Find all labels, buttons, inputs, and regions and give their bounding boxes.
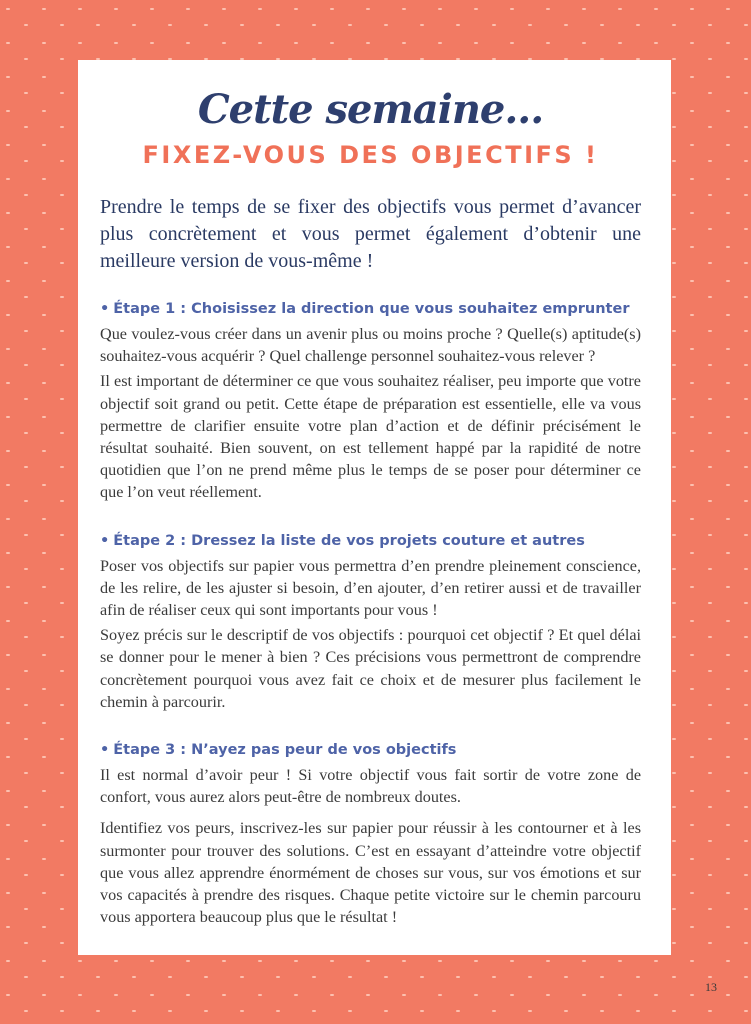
step-2-paragraph-2: Soyez précis sur le descriptif de vos objectifs : pourquoi cet objectif ? Et quel délai se donner pour le mener à bien ? Ces précisions vous permettront de comprendre concrètement pourquoi vous avez fait ce choix et de mesurer plus facilement le chemin à parcourir. [100, 626, 641, 711]
page-number: 13 [705, 980, 717, 994]
step-1-heading [100, 298, 641, 320]
step-2-heading-text: Étape 2 : Dressez la liste de vos projets couture et autres [113, 532, 585, 549]
content-card [78, 60, 671, 955]
main-title: FIXEZ-VOUS DES OBJECTIFS ! [142, 141, 599, 169]
bullet-icon: • [100, 532, 110, 549]
step-3-paragraph-1: Il est normal d’avoir peur ! Si votre objectif vous fait sortir de votre zone de confort, vous aurez alors peut-être de nombreux doutes. [100, 766, 641, 807]
step-3-heading [100, 739, 641, 761]
step-2-heading [100, 530, 641, 552]
script-title: Cette semaine... [197, 86, 544, 133]
step-3-heading-text: Étape 3 : N’ayez pas peur de vos objectifs [113, 742, 457, 759]
bullet-icon: • [100, 301, 110, 317]
step-1-paragraph-1: Que voulez-vous créer dans un avenir plus ou moins proche ? Quelle(s) aptitude(s) souhaitez-vous acquérir ? Quel challenge personnel souhaitez-vous relever ? [100, 325, 641, 366]
step-1-heading-text: Étape 1 : Choisissez la direction que vous souhaitez emprunter [113, 301, 630, 317]
intro-paragraph: Prendre le temps de se fixer des objectifs vous permet d’avancer plus concrètement et vous permet également d’obtenir une meilleure version de vous-même ! [100, 196, 641, 272]
step-3-paragraph-2: Identifiez vos peurs, inscrivez-les sur papier pour réussir à les contourner et à les surmonter pour trouver des solutions. C’est en essayant d’atteindre votre objectif que vous allez apprendre énormément de choses sur vous, sur vos émotions et sur vos capacités à prendre des risques. Chaque petite victoire sur le chemin parcouru vous apportera beaucoup plus que le résultat ! [100, 819, 641, 927]
bullet-icon: • [100, 742, 110, 759]
step-2-paragraph-1: Poser vos objectifs sur papier vous permettra d’en prendre pleinement conscience, de les relire, de les ajuster si besoin, d’en ajouter, d’en retirer aussi et de travailler afin de réaliser ceux qui sont importants pour vous ! [100, 556, 641, 620]
step-1-paragraph-2: Il est important de déterminer ce que vous souhaitez réaliser, peu importe que votre objectif soit grand ou petit. Cette étape de préparation est essentielle, elle va vous permettre de clarifier ensuite votre plan d’action et de définir précisément le résultat souhaité. Bien souvent, on est tellement happé par la rapidité de notre quotidien que l’on ne prend même plus le temps de se poser pour déterminer ce que l’on veut réellement. [100, 372, 641, 502]
